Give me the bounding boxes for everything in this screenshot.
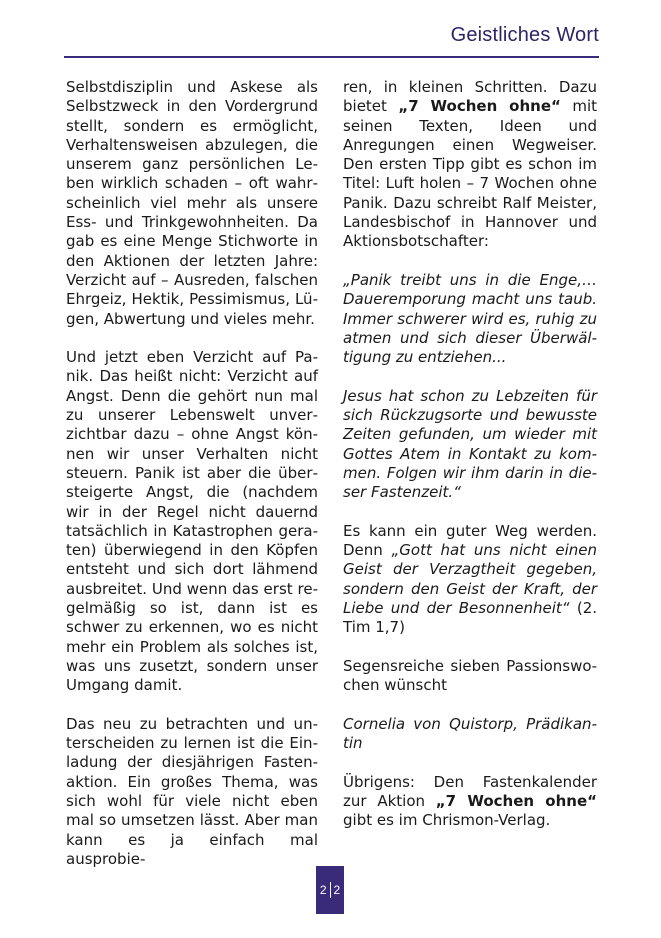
page-number-digit: 2 [333, 883, 341, 897]
paragraph: Segensreiche sieben Passionswochen wünscht [343, 656, 597, 695]
quote-paragraph: „Panik treibt uns in die Enge,… Daueremporung macht uns taub. Immer schwerer wird es, ruhig zu atmen und sich dieser Überwältigung zu entziehen... [343, 270, 597, 367]
text-run: gibt es im Chrismon-Verlag. [343, 811, 551, 830]
paragraph: Das neu zu betrachten und unterscheiden zu lernen ist die Einladung der diesjährigen Fastenaktion. Ein großes Thema, was sich wohl für viele nicht eben mal so umsetzen lässt. Aber man kann es ja einfach mal ausprobie- [66, 714, 318, 868]
text-run: Es kann ein guter Weg werden. Denn [343, 521, 597, 560]
campaign-name: „7 Wochen ohne“ [435, 791, 597, 810]
bible-quote: „Gott hat uns nicht einen Geist der Verzagtheit gegeben, sondern den Geist der Kraft, der Liebe und der Besonnenheit“ [343, 541, 598, 618]
quote-paragraph: Jesus hat schon zu Lebzeiten für sich Rückzugsorte und bewusste Zeiten gefunden, um wieder mit Gottes Atem in Kontakt zu kommen. Folgen wir ihm darin in dieser Fastenzeit.“ [343, 386, 597, 502]
author-signature: Cornelia von Quistorp, Prädikantin [343, 714, 597, 753]
paragraph: Und jetzt eben Verzicht auf Panik. Das heißt nicht: Verzicht auf Angst. Denn die gehört nun mal zu unserer Lebenswelt unverzichtbar dazu – ohne Angst können wir unser Verhalten nicht steuern. Panik ist aber die übersteigerte Angst, die (nachdem wir in der Regel nicht dauernd tatsächlich in Katastrophen geraten) überwiegend in den Köpfen entsteht und sich dort lähmend ausbreitet. Und wenn das erst regelmäßig so ist, dann ist es schwer zu erkennen, wo es nicht mehr ein Problem als solches ist, was uns zusetzt, sondern unser Umgang damit. [66, 348, 318, 695]
page-number-digit: 2 [319, 883, 327, 897]
text-run: mit seinen Texten, Ideen und Anregungen einen Wegweiser. Den ersten Tipp gibt es schon im Titel: Luft holen – 7 Wochen ohne Panik. Dazu schreibt Ralf Meister, Landesbischof in Hannover und Aktionsbotschafter: [343, 97, 597, 251]
paragraph: Selbstdisziplin und Askese als Selbstzweck in den Vordergrund stellt, sondern es ermöglicht, Verhaltensweisen abzulegen, die unserem ganz persönlichen Leben wirklich schaden – oft wahrscheinlich viel mehr als unsere Ess- und Trinkgewohnheiten. Da gab es eine Menge Stichworte in den Aktionen der letzten Jahre: Verzicht auf – Ausreden, falschen Ehrgeiz, Hektik, Pessimismus, Lügen, Abwertung und vieles mehr. [66, 78, 318, 328]
page-number-divider [330, 882, 331, 898]
text-run: ren, in kleinen Schritten. Dazu bietet [343, 78, 597, 116]
section-title: Geistliches Wort [450, 24, 599, 46]
text-run: (2. Tim 1,7) [343, 599, 598, 637]
paragraph [343, 773, 597, 831]
text-run: Übrigens: Den Fastenkalender zur Aktion [343, 772, 597, 810]
paragraph [343, 522, 597, 638]
campaign-name: „7 Wochen ohne“ [398, 97, 561, 116]
paragraph [343, 78, 597, 252]
left-column [66, 78, 318, 869]
right-column [343, 78, 597, 831]
page-number-badge [316, 866, 344, 914]
header-divider [64, 56, 599, 58]
